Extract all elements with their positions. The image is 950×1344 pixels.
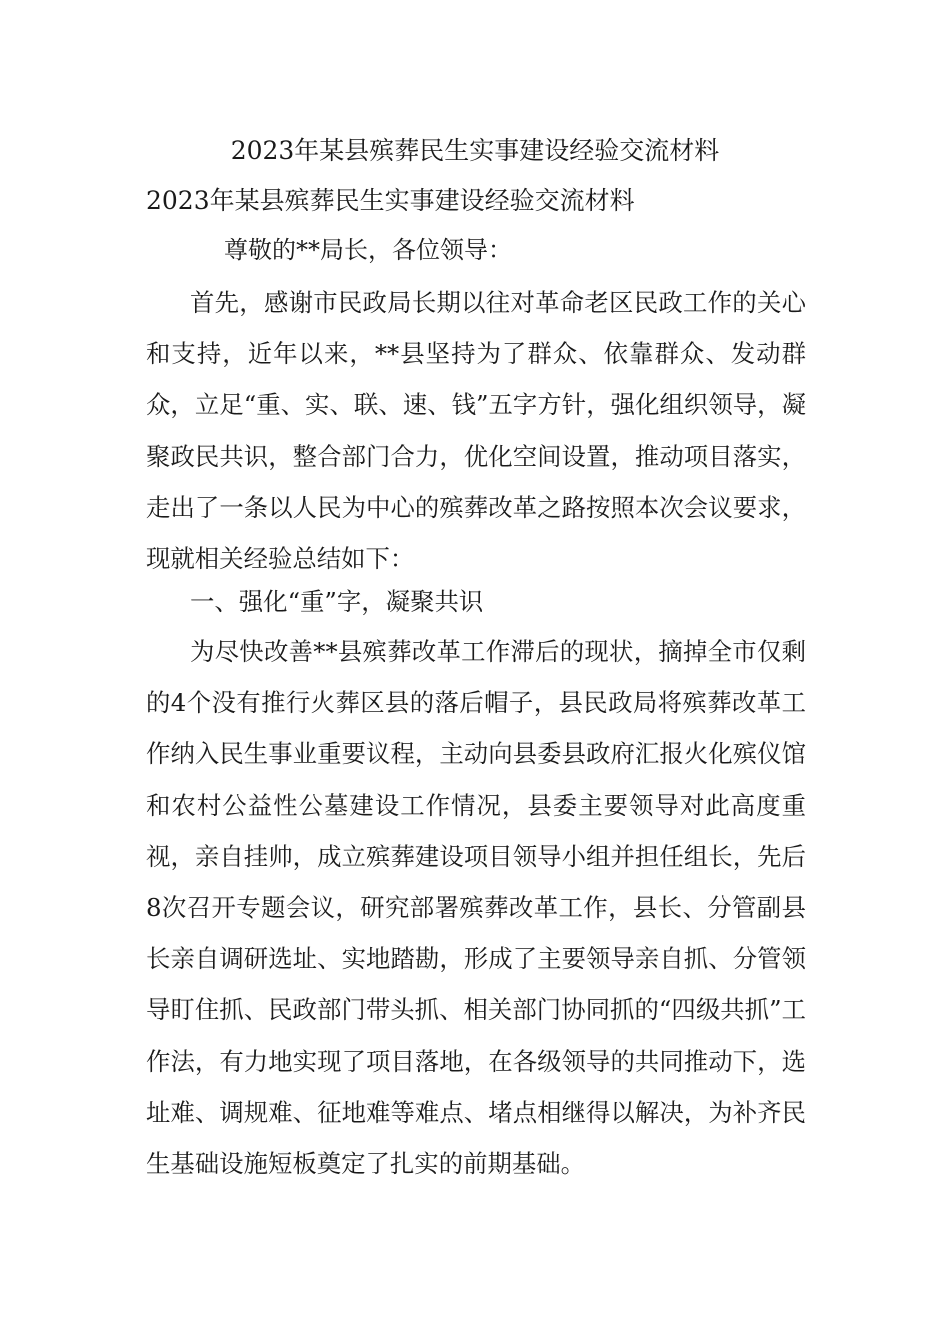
intro-paragraph: 首先，感谢市民政局长期以往对革命老区民政工作的关心和支持，近年以来，**县坚持为了群众、依靠群众、发动群众，立足“重、实、联、速、钱”五字方针，强化组织领导，凝聚政民共识，整合部门合力，优化空间设置，推动项目落实，走出了一条以人民为中心的殡葬改革之路按照本次会议要求，现就相关经验总结如下： [146, 288, 806, 574]
section-heading-1: 一、强化“重”字，凝聚共识 [190, 587, 484, 616]
section-block [146, 626, 806, 1189]
section-paragraph-1: 为尽快改善**县殡葬改革工作滞后的现状，摘掉全市仅剩的4个没有推行火葬区县的落后帽子，县民政局将殡葬改革工作纳入民生事业重要议程，主动向县委县政府汇报火化殡仪馆和农村公益性公墓建设工作情况，县委主要领导对此高度重视，亲自挂帅，成立殡葬建设项目领导小组并担任组长，先后8次召开专题会议，研究部署殡葬改革工作，县长、分管副县长亲自调研选址、实地踏勘，形成了主要领导亲自抓、分管领导盯住抓、民政部门带头抓、相关部门协同抓的“四级共抓”工作法，有力地实现了项目落地，在各级领导的共同推动下，选址难、调规难、征地难等难点、堵点相继得以解决，为补齐民生基础设施短板奠定了扎实的前期基础。 [146, 637, 806, 1179]
heading-block [146, 576, 806, 627]
document-subtitle: 2023年某县殡葬民生实事建设经验交流材料 [146, 186, 635, 215]
document-title: 2023年某县殡葬民生实事建设经验交流材料 [230, 136, 720, 165]
salutation: 尊敬的**局长，各位领导： [224, 236, 512, 264]
intro-block [146, 277, 806, 584]
